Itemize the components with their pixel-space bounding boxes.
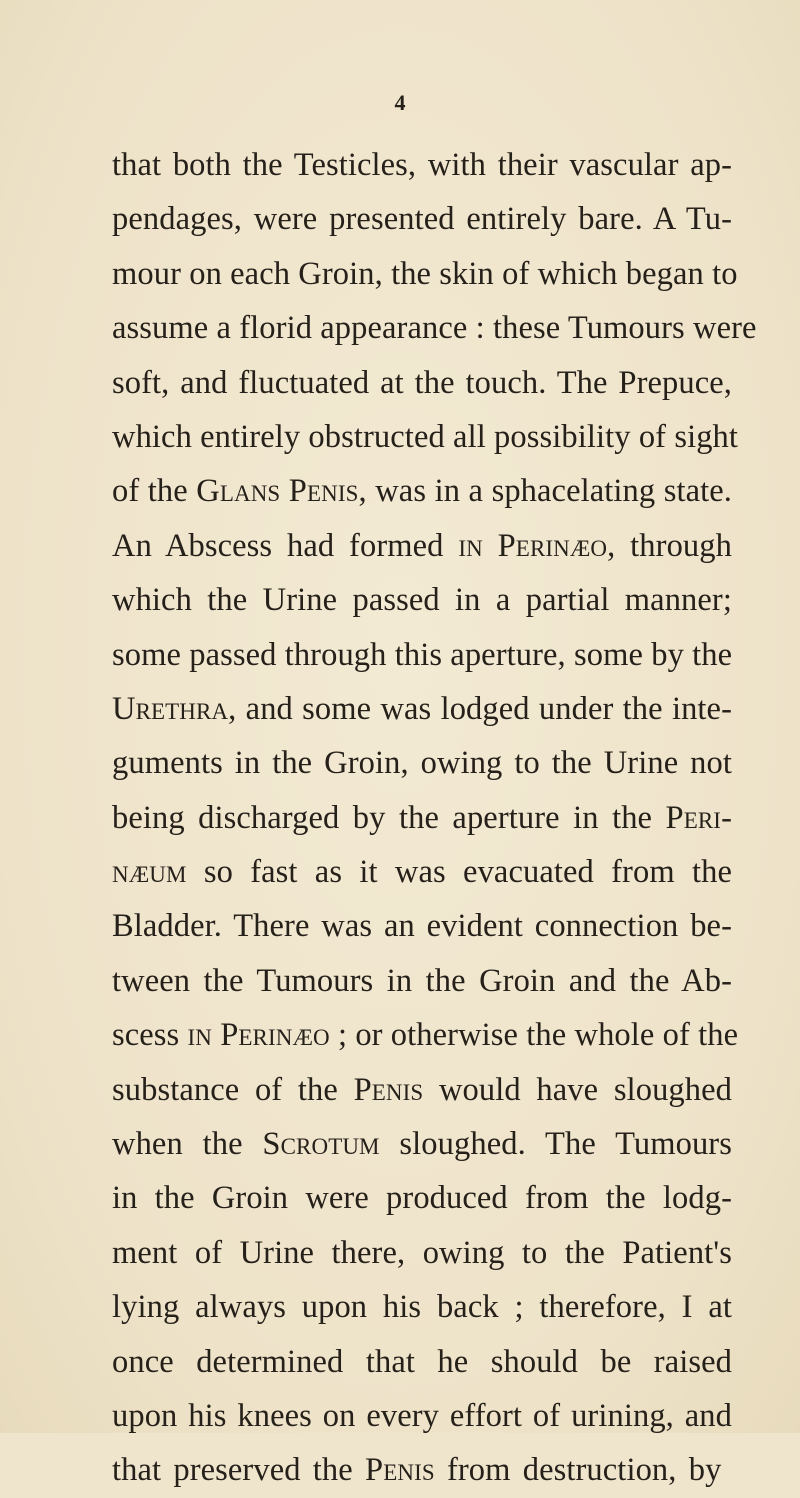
text-segment: sloughed. The Tumours (379, 1126, 732, 1163)
body-text (112, 138, 757, 1498)
small-caps-term: Penis (353, 1071, 424, 1108)
text-segment: that both the Testicles, with their vascular ap- (112, 147, 732, 183)
text-line (112, 519, 732, 573)
text-segment: when the (112, 1126, 263, 1163)
text-line (112, 899, 732, 953)
text-line (112, 1226, 732, 1280)
text-line (112, 1117, 732, 1171)
text-segment: ment of Urine there, owing to the Patient's (112, 1234, 732, 1271)
text-line (112, 192, 732, 246)
text-segment: would have sloughed (423, 1071, 732, 1108)
text-line (112, 682, 732, 736)
text-segment: Bladder. There was an evident connection be- (112, 908, 732, 945)
text-segment: which the Urine passed in a partial manner; (112, 582, 732, 619)
small-caps-term: Glans Penis (196, 473, 359, 510)
text-segment: some passed through this aperture, some by the (112, 636, 733, 673)
text-segment: upon his knees on every effort of urining, and (112, 1397, 732, 1434)
text-line (112, 464, 732, 518)
text-segment: once determined that he should be raised (112, 1343, 732, 1380)
text-segment: being discharged by the aperture in the (112, 799, 666, 836)
small-caps-term: Urethra (112, 690, 229, 727)
text-line (112, 1443, 732, 1497)
text-segment: ; or otherwise the whole of the (329, 1017, 739, 1054)
text-line (112, 628, 732, 682)
text-line (112, 1335, 732, 1389)
text-line (112, 138, 732, 192)
text-line (112, 736, 732, 790)
text-segment: assume a florid appearance : these Tumours were (112, 310, 757, 347)
text-segment: , through (607, 527, 732, 564)
text-line (112, 301, 757, 355)
text-segment: that preserved the (112, 1452, 366, 1489)
text-line (112, 791, 732, 845)
text-segment: scess (112, 1017, 188, 1054)
text-line (112, 1389, 732, 1443)
small-caps-term: Scrotum (262, 1126, 380, 1163)
text-line (112, 1280, 732, 1334)
text-line (112, 954, 732, 1008)
text-segment: so fast as it was evacuated from the (186, 854, 732, 891)
small-caps-term: næum (112, 854, 187, 891)
text-segment: An Abscess had formed (112, 527, 459, 564)
small-caps-term: in Perinæo (187, 1017, 330, 1054)
text-segment: mour on each Groin, the skin of which began to (112, 255, 738, 292)
small-caps-term: in Perinæo (458, 527, 608, 564)
small-caps-term: Penis (365, 1452, 435, 1489)
text-line (112, 1171, 732, 1225)
text-line (112, 1063, 732, 1117)
text-segment: in the Groin were produced from the lodg- (112, 1180, 732, 1217)
text-segment: substance of the (112, 1071, 354, 1108)
text-segment: of the (112, 473, 197, 510)
text-segment: guments in the Groin, owing to the Urine not (112, 745, 732, 782)
text-segment: lying always upon his back ; therefore, I at (112, 1289, 732, 1326)
text-segment: , was in a sphacelating state. (358, 473, 732, 510)
text-line (112, 410, 739, 464)
text-line (112, 247, 738, 301)
text-line (112, 573, 732, 627)
small-caps-term: Peri- (665, 799, 732, 836)
page-number: 4 (394, 90, 406, 115)
text-segment: which entirely obstructed all possibility of sight (112, 418, 739, 455)
text-line (112, 356, 732, 410)
text-line (112, 845, 732, 899)
text-segment: tween the Tumours in the Groin and the Ab- (112, 962, 732, 999)
text-line (112, 1008, 739, 1062)
text-segment: soft, and fluctuated at the touch. The Prepuce, (112, 364, 732, 401)
text-segment: pendages, were presented entirely bare. A Tu- (112, 201, 732, 238)
text-segment: from destruction, by (434, 1452, 722, 1489)
text-segment: , and some was lodged under the inte- (228, 690, 732, 727)
